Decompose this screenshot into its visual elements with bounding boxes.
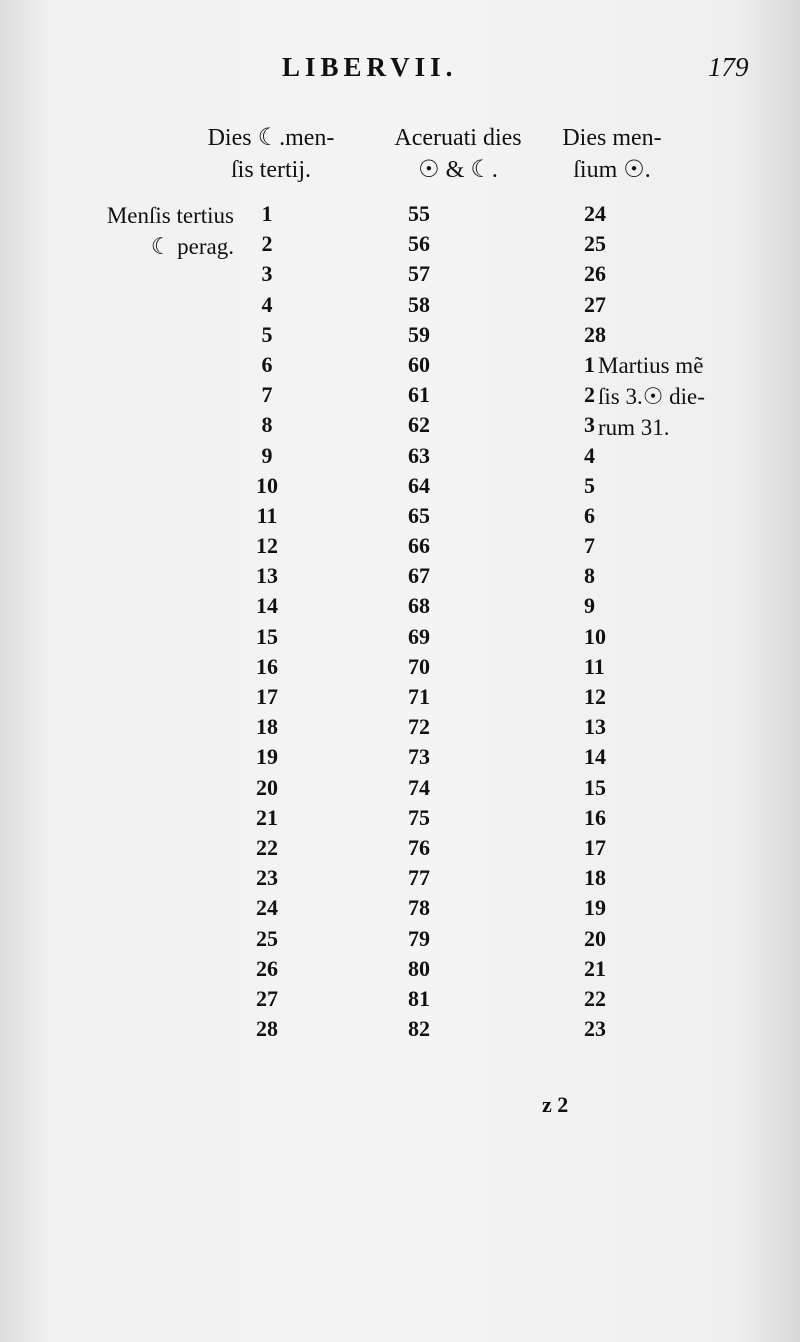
table-cell: 75	[408, 804, 430, 830]
table-cell: 14	[256, 593, 278, 619]
note-line: ☾ perag.	[150, 234, 234, 259]
heading-line: Dies men-	[562, 125, 662, 151]
table-cell: 77	[408, 865, 430, 891]
table-cell: 13	[256, 563, 278, 589]
table-cell: 15	[584, 774, 606, 800]
table-cell: 18	[584, 865, 606, 891]
table-cell: 72	[408, 714, 430, 740]
table-cell: 5	[261, 321, 273, 347]
note-line: Menſis tertius	[106, 203, 234, 228]
table-cell: 24	[256, 895, 278, 921]
table-cell: 26	[584, 261, 606, 287]
table-cell: 13	[584, 714, 606, 740]
table-cell: 82	[408, 1016, 430, 1042]
table-cell: 22	[256, 834, 278, 860]
table-cell: 4	[584, 442, 595, 468]
table-cell: 56	[408, 231, 430, 257]
table-cell: 57	[408, 261, 430, 287]
table-cell: 12	[584, 684, 606, 709]
running-head: LIBERVII.	[282, 52, 458, 82]
table-cell: 17	[256, 684, 278, 709]
table-cell: 6	[584, 502, 595, 528]
heading-line: Dies ☾.men-	[207, 125, 335, 151]
table-cell: 27	[256, 985, 278, 1011]
note-line: Martius mẽ	[598, 353, 704, 378]
table-cell: 28	[256, 1016, 278, 1042]
table-cell: 59	[408, 321, 430, 347]
table-cell: 19	[256, 744, 278, 770]
table-cell: 55	[408, 201, 430, 226]
table-cell: 26	[256, 955, 278, 981]
table-cell: 25	[584, 231, 606, 257]
column-heading-month-days	[552, 122, 672, 186]
table-cell: 4	[261, 291, 273, 317]
table-cell: 80	[408, 955, 430, 981]
table-cell: 1	[584, 351, 595, 377]
table-cell: 73	[408, 744, 430, 770]
table-cell: 21	[256, 804, 278, 830]
signature-mark: z 2	[542, 1092, 569, 1117]
left-margin-note	[70, 200, 234, 262]
table-cell: 10	[584, 623, 606, 649]
table-cell: 5	[584, 472, 595, 498]
table-cell: 12	[256, 533, 278, 559]
table-cell: 60	[408, 351, 430, 377]
table-cell: 3	[261, 261, 273, 287]
table-cell: 11	[256, 502, 278, 528]
heading-line: Aceruati dies	[394, 125, 522, 151]
table-column-month-days	[584, 199, 634, 1044]
column-heading-moon-days	[196, 122, 346, 186]
table-cell: 24	[584, 201, 606, 226]
table-cell: 8	[584, 563, 595, 589]
table-cell: 14	[584, 744, 606, 770]
table-cell: 15	[256, 623, 278, 649]
table-cell: 61	[408, 382, 430, 408]
table-cell: 63	[408, 442, 430, 468]
table-cell: 62	[408, 412, 430, 438]
table-cell: 66	[408, 533, 430, 559]
table-cell: 19	[584, 895, 606, 921]
table-cell: 74	[408, 774, 430, 800]
table-cell: 2	[261, 231, 273, 257]
table-cell: 25	[256, 925, 278, 951]
table-cell: 78	[408, 895, 430, 921]
note-line: ſis 3.☉ die-	[598, 384, 705, 409]
table-cell: 6	[261, 351, 273, 377]
table-cell: 58	[408, 291, 430, 317]
heading-line: ☉ & ☾.	[418, 157, 498, 183]
table-cell: 65	[408, 502, 430, 528]
table-cell: 76	[408, 834, 430, 860]
heading-line: ſis tertij.	[231, 157, 311, 183]
note-line: rum 31.	[598, 415, 670, 440]
heading-line: ſium ☉.	[573, 157, 651, 183]
table-cell: 10	[256, 472, 278, 498]
table-cell: 16	[584, 804, 606, 830]
table-cell: 67	[408, 563, 430, 589]
table-cell: 20	[584, 925, 606, 951]
table-cell: 21	[584, 955, 606, 981]
table-cell: 70	[408, 653, 430, 679]
table-cell: 7	[261, 382, 273, 408]
table-column-accumulated-days	[408, 199, 458, 1044]
table-cell: 17	[584, 834, 606, 860]
table-cell: 79	[408, 925, 430, 951]
page-number: 179	[708, 52, 749, 82]
column-heading-accumulated-days	[382, 122, 534, 186]
table-cell: 22	[584, 985, 606, 1011]
table-cell: 16	[256, 653, 278, 679]
table-cell: 81	[408, 985, 430, 1011]
table-cell: 7	[584, 533, 595, 559]
table-cell: 18	[256, 714, 278, 740]
table-cell: 8	[261, 412, 273, 438]
table-cell: 23	[256, 865, 278, 891]
table-cell: 11	[584, 653, 605, 679]
table-cell: 28	[584, 321, 606, 347]
table-cell: 1	[261, 201, 273, 226]
table-cell: 20	[256, 774, 278, 800]
table-cell: 69	[408, 623, 430, 649]
table-cell: 27	[584, 291, 606, 317]
table-cell: 71	[408, 684, 430, 709]
table-cell: 68	[408, 593, 430, 619]
table-column-moon-days	[242, 199, 292, 1044]
table-cell: 3	[584, 412, 595, 438]
table-cell: 9	[584, 593, 595, 619]
table-cell: 64	[408, 472, 430, 498]
table-cell: 23	[584, 1016, 606, 1042]
table-cell: 9	[261, 442, 273, 468]
table-cell: 2	[584, 382, 595, 408]
